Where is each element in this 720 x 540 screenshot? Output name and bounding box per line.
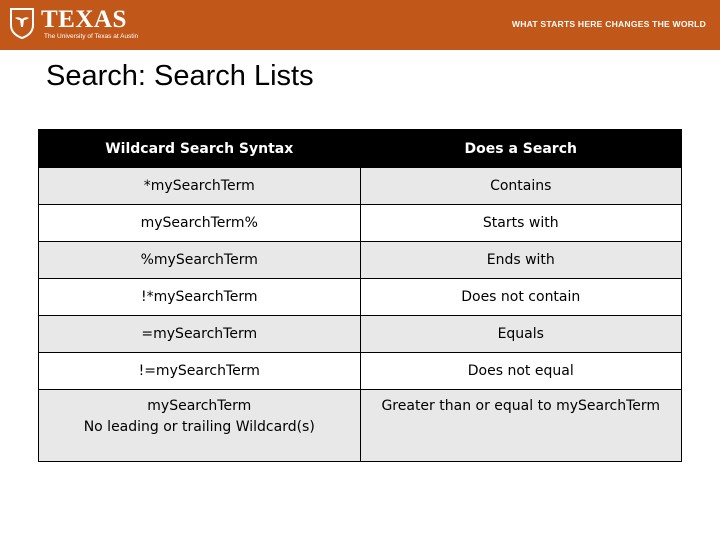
result-cell: Ends with [360, 242, 682, 279]
tagline: WHAT STARTS HERE CHANGES THE WORLD [511, 19, 706, 29]
syntax-note-line: No leading or trailing Wildcard(s) [83, 419, 315, 435]
logo-wordmark: TEXAS [41, 6, 127, 33]
table-row [39, 279, 682, 316]
table-row [39, 168, 682, 205]
syntax-cell [39, 390, 361, 462]
column-header-syntax: Wildcard Search Syntax [39, 130, 361, 168]
wildcard-syntax-table [38, 129, 682, 462]
syntax-cell: !=mySearchTerm [39, 353, 361, 390]
table-row [39, 205, 682, 242]
syntax-cell: mySearchTerm% [39, 205, 361, 242]
syntax-cell: %mySearchTerm [39, 242, 361, 279]
header-banner [0, 0, 720, 50]
result-cell: Does not equal [360, 353, 682, 390]
result-cell: Greater than or equal to mySearchTerm [360, 390, 682, 462]
syntax-cell: =mySearchTerm [39, 316, 361, 353]
table-row [39, 390, 682, 462]
syntax-cell: *mySearchTerm [39, 168, 361, 205]
table-header-row [39, 130, 682, 168]
table-row [39, 353, 682, 390]
column-header-search: Does a Search [360, 130, 682, 168]
table-row [39, 316, 682, 353]
texas-logo[interactable] [8, 5, 168, 45]
syntax-cell: !*mySearchTerm [39, 279, 361, 316]
result-cell: Does not contain [360, 279, 682, 316]
result-cell: Starts with [360, 205, 682, 242]
result-cell: Contains [360, 168, 682, 205]
syntax-term-line: mySearchTerm [147, 398, 252, 414]
table-row [39, 242, 682, 279]
logo-subtitle: The University of Texas at Austin [44, 33, 139, 40]
page-title: Search: Search Lists [46, 60, 314, 92]
longhorn-seal-icon [8, 7, 36, 39]
result-cell: Equals [360, 316, 682, 353]
